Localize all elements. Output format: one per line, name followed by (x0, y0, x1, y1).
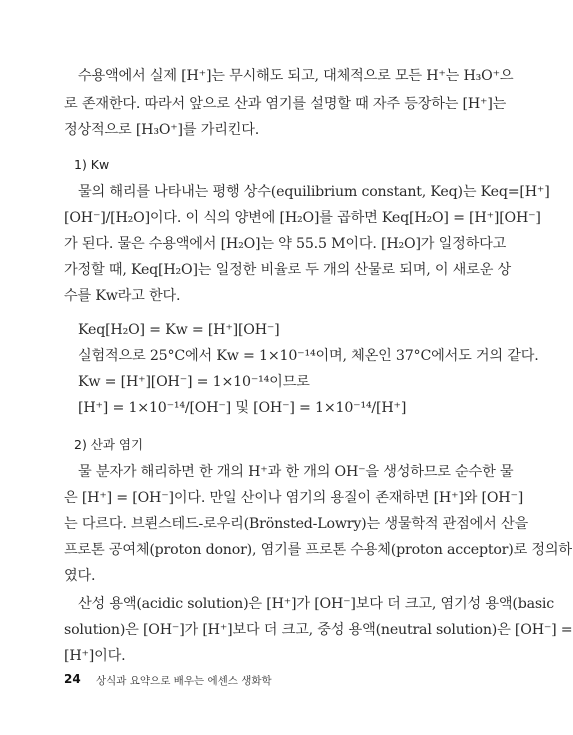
section1-heading: 1) Kw (74, 157, 110, 172)
paragraph1-line-2: 로 존재한다. 따라서 앞으로 산과 염기를 설명할 때 자주 등장하는 [H⁺]는 (64, 96, 507, 112)
section2-line-5: 였다. (64, 568, 96, 584)
equation-h-oh-relation: [H⁺] = 1×10⁻¹⁴/[OH⁻] 및 [OH⁻] = 1×10⁻¹⁴/[H⁺] (78, 400, 407, 416)
section2-heading: 2) 산과 염기 (74, 437, 144, 452)
section2-line-4: 프로톤 공여체(proton donor), 염기를 프로톤 수용체(proton acceptor)로 정의하 (64, 542, 572, 558)
section1-line-1: 물의 해리를 나타내는 평행 상수(equilibrium constant, Keq)는 Keq=[H⁺] (78, 184, 550, 200)
paragraph1-line-1: 수용액에서 실제 [H⁺]는 무시해도 되고, 대체적으로 모든 H⁺는 H₃O⁺으 (78, 68, 514, 84)
equation-kw-value: 실험적으로 25°C에서 Kw = 1×10⁻¹⁴이며, 체온인 37°C에서도 거의 같다. (78, 348, 539, 364)
section2-p2-line-1: 산성 용액(acidic solution)은 [H⁺]가 [OH⁻]보다 더 크고, 염기성 용액(basic (78, 596, 554, 612)
book-title: 상식과 요약으로 배우는 에센스 생화학 (96, 675, 272, 687)
section2-p2-line-2: solution)은 [OH⁻]가 [H⁺]보다 더 크고, 중성 용액(neutral solution)은 [OH⁻] = (64, 622, 573, 638)
section1-line-5: 수를 Kw라고 한다. (64, 288, 181, 304)
equation-keq: Keq[H₂O] = Kw = [H⁺][OH⁻] (78, 322, 280, 338)
section2-line-3: 는 다르다. 브뢴스테드-로우리(Brönsted-Lowry)는 생물학적 관점에서 산을 (64, 516, 528, 532)
section2-line-2: 은 [H⁺] = [OH⁻]이다. 만일 산이나 염기의 용질이 존재하면 [H⁺]와 [OH⁻] (64, 490, 524, 506)
paragraph1-line-3: 정상적으로 [H₃O⁺]를 가리킨다. (64, 122, 260, 138)
section1-line-2: [OH⁻]/[H₂O]이다. 이 식의 양변에 [H₂O]를 곱하면 Keq[H₂O] = [H⁺][OH⁻] (64, 210, 541, 226)
section2-line-1: 물 분자가 해리하면 한 개의 H⁺과 한 개의 OH⁻을 생성하므로 순수한 물 (78, 464, 514, 480)
section1-line-4: 가정할 때, Keq[H₂O]는 일정한 비율로 두 개의 산물로 되며, 이 새로운 상 (64, 262, 512, 278)
page-number: 24 (64, 672, 81, 686)
equation-kw-product: Kw = [H⁺][OH⁻] = 1×10⁻¹⁴이므로 (78, 374, 310, 390)
section1-line-3: 가 된다. 물은 수용액에서 [H₂O]는 약 55.5 M이다. [H₂O]가 일정하다고 (64, 236, 507, 252)
section2-p2-line-3: [H⁺]이다. (64, 648, 126, 664)
